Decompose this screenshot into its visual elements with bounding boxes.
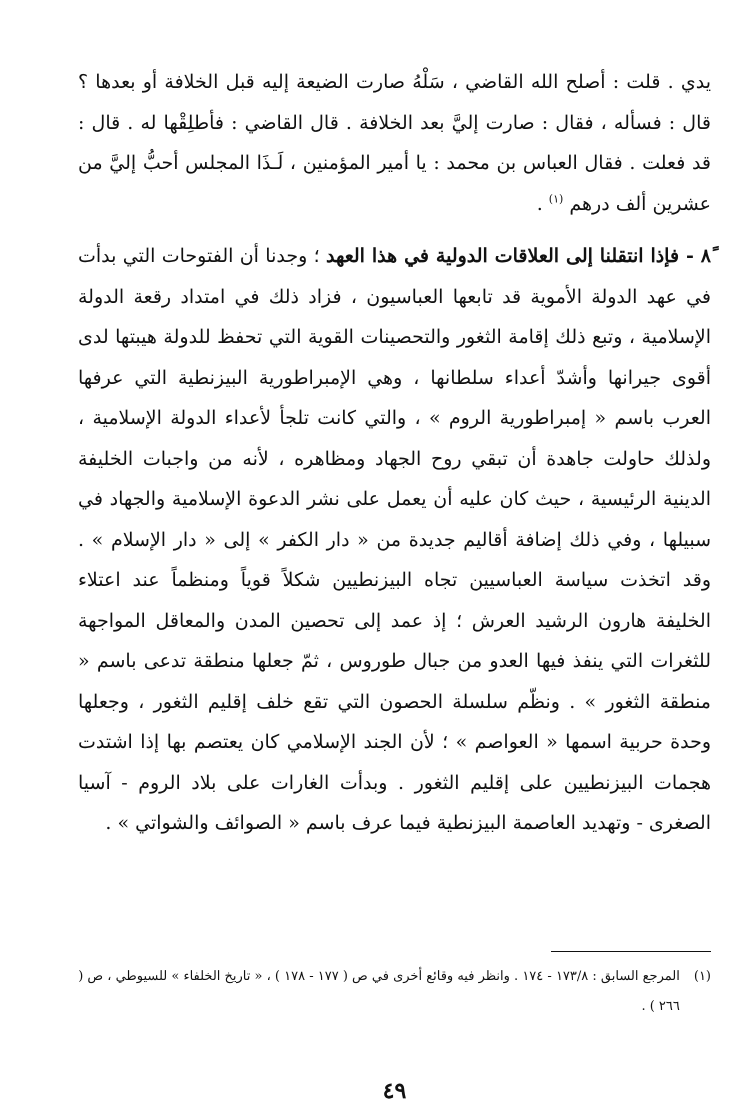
section-heading-phrase: العلاقات الدولية في هذا العهد	[326, 245, 560, 267]
paragraph-continued	[78, 62, 711, 224]
book-page	[78, 62, 711, 1104]
page-number: ٤٩	[382, 1078, 407, 1104]
paragraph-text: ؛ وجدنا أن الفتوحات التي بدأت في عهد الدولة الأموية قد تابعها العباسيون ، فزاد ذلك في امتداد رقعة الدولة الإسلامية ، وتبع ذلك إقامة الثغور والتحصينات القوية التي تحفظ للدولة هيبتها لدى أقوى جيرانها وأشدّ أعداء سلطانها ، وهي الإمبراطورية البيزنطية التي عرفها العرب باسم « إمبراطورية الروم » ، والتي كانت تلجأ لأعداء الدولة الإسلامية ، ولذلك حاولت جاهدة أن تبقي روح الجهاد ومظاهره ، لأنه من واجبات الخليفة الدينية الرئيسية ، حيث كان عليه أن يعمل على نشر الدعوة الإسلامية والجهاد في سبيلها ، وفي ذلك إضافة أقاليم جديدة من « دار الكفر » إلى « دار الإسلام » . وقد اتخذت سياسة العباسيين تجاه البيزنطيين شكلاً قوياً ومنظماً عند اعتلاء الخليفة هارون الرشيد العرش ؛ إذ عمد إلى تحصين المدن والمعاقل المواجهة للثغرات التي ينفذ فيها العدو من جبال طوروس ، ثمّ جعلها منطقة تدعى باسم « منطقة الثغور » . ونظّم سلسلة الحصون التي تقع خلف إقليم الثغور ، وجعلها وحدة حربية اسمها « العواصم » ؛ لأن الجند الإسلامي كان يعتصم بها إذا اشتدت هجمات البيزنطيين على إقليم الثغور . وبدأت الغارات على بلاد الروم - آسيا الصغرى - وتهديد العاصمة البيزنطية فيما عرف باسم « الصوائف والشواتي » .	[78, 245, 711, 834]
paragraph-section-8	[78, 236, 711, 844]
footnotes	[78, 962, 711, 1022]
footnote-item	[78, 962, 711, 1022]
paragraph-tail: .	[536, 192, 549, 215]
section-lead: فإذا انتقلنا إلى	[559, 245, 680, 267]
footnote-number: (١)	[693, 969, 711, 984]
footnote-divider	[551, 951, 711, 952]
section-number: ٨ً -	[679, 245, 711, 267]
footnote-reference: (١)	[548, 192, 564, 206]
paragraph-text: يدي . قلت : أصلح الله القاضي ، سَلْهُ صارت الضيعة إليه قبل الخلافة أو بعدها ؟ قال : فسأله ، فقال : صارت إليَّ بعد الخلافة . قال القاضي : فأطلِقْها له . قال : قد فعلت . فقال العباس بن محمد : يا أمير المؤمنين ، لَـذَا المجلس أحبُّ إليَّ من عشرين ألف درهم	[78, 71, 711, 215]
footnote-text: المرجع السابق : ١٧٣/٨ - ١٧٤ . وانظر فيه وقائع أخرى في ص ( ١٧٧ - ١٧٨ ) ، « تاريخ الخلفاء » للسيوطي ، ص ( ٢٦٦ ) .	[78, 969, 680, 1014]
